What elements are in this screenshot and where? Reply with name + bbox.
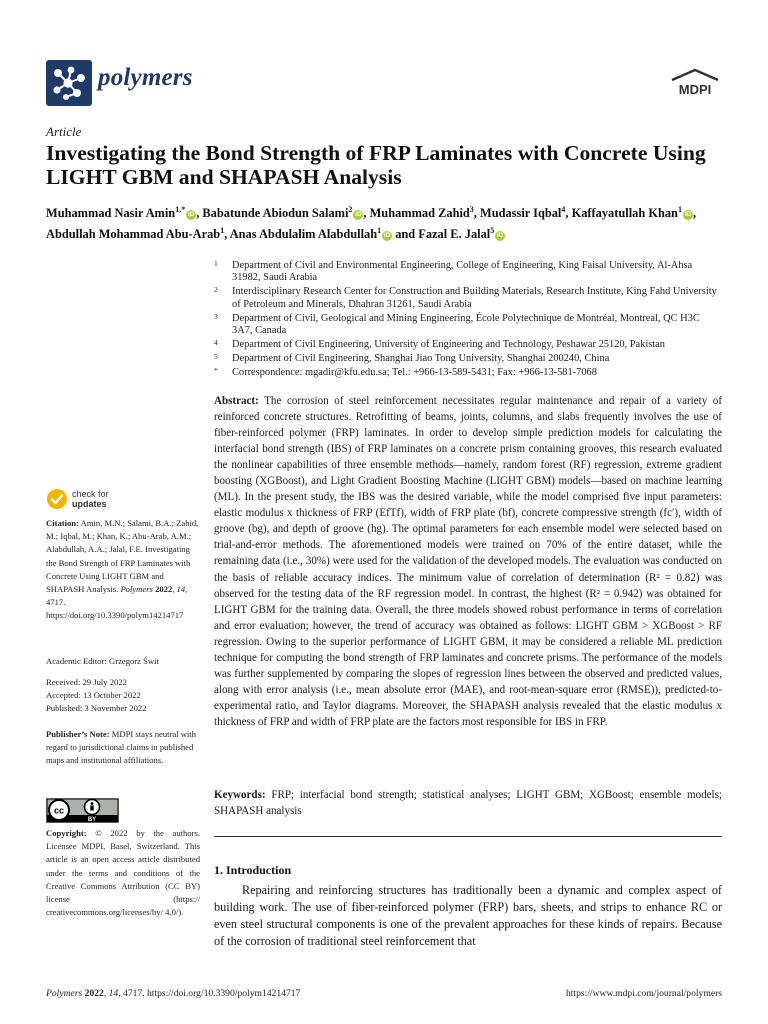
date-published: Published: 3 November 2022 bbox=[46, 703, 147, 714]
author-separator: , bbox=[224, 227, 230, 242]
affiliation-number: * bbox=[214, 366, 218, 376]
author-separator: , bbox=[473, 206, 480, 221]
author-separator: and bbox=[392, 227, 419, 242]
footer-volume: 14 bbox=[108, 988, 119, 999]
journal-header bbox=[46, 58, 722, 108]
mdpi-logo-text: MDPI bbox=[678, 82, 712, 97]
intro-heading: 1. Introduction bbox=[214, 863, 292, 877]
publisher-note-text: MDPI stays neutral with regard to jurisdictional claims in published maps and institutional affiliations. bbox=[46, 729, 196, 766]
section-divider bbox=[214, 836, 722, 837]
journal-name: polymers bbox=[98, 64, 193, 91]
cc-by-text: BY bbox=[87, 817, 97, 823]
affiliation-text: Department of Civil Engineering, University of Engineering and Technology, Peshawar 25120, Pakistan bbox=[232, 339, 665, 351]
author-name: Babatunde Abiodun Salami bbox=[202, 206, 349, 221]
author-name: Anas Abdulalim Alabdullah bbox=[229, 227, 378, 242]
polymers-logo-icon bbox=[46, 60, 92, 106]
keywords-text: FRP; interfacial bond strength; statistical analyses; LIGHT GBM; XGBoost; ensemble models; SHAPASH analysis bbox=[214, 789, 722, 817]
citation-journal: Polymers bbox=[120, 584, 153, 595]
footer-year: 2022 bbox=[84, 988, 104, 999]
publisher-note bbox=[46, 728, 200, 768]
footer-doi-link[interactable]: , 4717. https://doi.org/10.3390/polym14214717 bbox=[118, 988, 301, 999]
author-separator: , bbox=[692, 206, 697, 221]
author-affil-sup: 1 bbox=[677, 205, 682, 214]
orcid-icon[interactable]: iD bbox=[383, 232, 391, 240]
keywords bbox=[214, 787, 722, 819]
affiliation-text: Correspondence: mgadir@kfu.edu.sa; Tel.: +966-13-589-5431; Fax: +966-13-581-7068 bbox=[232, 367, 597, 379]
affiliation-item bbox=[214, 313, 722, 338]
affiliation-item bbox=[214, 286, 722, 311]
orcid-icon[interactable]: iD bbox=[496, 232, 504, 240]
affiliation-number: 1 bbox=[214, 259, 218, 268]
author-name: Abdullah Mohammad Abu-Arab bbox=[46, 227, 221, 242]
citation-text: Amin, M.N.; Salami, B.A.; Zahid, M.; Iqbal, M.; Khan, K.; Abu-Arab, A.M.; Alabdullah, A.A.; Jalal, F.E. Investigating the Bond Strength of FRP Laminates with Concrete Using LIGHT GBM and SHAPASH Analysis. bbox=[46, 518, 199, 595]
author-name: Muhammad Nasir Amin bbox=[46, 206, 176, 221]
check-for-updates-button[interactable] bbox=[46, 488, 156, 514]
affiliation-item bbox=[214, 353, 722, 365]
affiliation-number: 3 bbox=[214, 311, 218, 321]
copyright-label: Copyright: bbox=[46, 828, 87, 838]
affiliation-item bbox=[214, 260, 722, 285]
orcid-icon[interactable]: iD bbox=[684, 211, 692, 219]
check-updates-icon bbox=[46, 488, 68, 510]
orcid-icon[interactable]: iD bbox=[355, 211, 362, 219]
author-affil-sup: 4 bbox=[561, 205, 566, 214]
affiliation-number: 2 bbox=[214, 285, 218, 295]
author-name: Mudassir Iqbal bbox=[480, 206, 562, 221]
affiliation-item bbox=[214, 339, 722, 351]
publisher-note-label: Publisher’s Note: bbox=[46, 729, 110, 739]
cc-by-license-icon[interactable] bbox=[46, 798, 119, 823]
copyright-block bbox=[46, 827, 200, 919]
date-received: Received: 29 July 2022 bbox=[46, 677, 127, 687]
affiliation-text: Department of Civil and Environmental Engineering, College of Engineering, King Faisal University, Al-Ahsa 31982, Saudi Arabia bbox=[232, 260, 693, 284]
author-name: Fazal E. Jalal bbox=[418, 227, 491, 242]
intro-paragraph: Repairing and reinforcing structures has traditionally been a dynamic and complex aspect of building work. The use of fiber-reinforced polymer (FRP) bars, sheets, and strips to enhance RC or even steel structural components is one of the prevalent approaches for these kinds of repairs. Because of the corrosion of traditional steel reinforcement that bbox=[214, 883, 722, 948]
affiliation-number: 4 bbox=[214, 338, 218, 348]
author-affil-sup: 1,* bbox=[175, 205, 186, 214]
article-title: Investigating the Bond Strength of FRP Laminates with Concrete Using LIGHT GBM and SHAPASH Analysis bbox=[46, 141, 706, 189]
author-list bbox=[46, 201, 722, 243]
author-affil-sup: 3 bbox=[469, 205, 474, 214]
footer-journal-url[interactable]: https://www.mdpi.com/journal/polymers bbox=[565, 988, 722, 999]
affiliation-text: Department of Civil, Geological and Mining Engineering, École Polytechnique de Montréal, Montreal, QC H3C 3A7, Canada bbox=[232, 312, 700, 337]
citation-label: Citation: bbox=[46, 518, 79, 528]
citation-block: Citation: Amin, M.N.; Salami, B.A.; Zahid, M.; Iqbal, M.; Khan, K.; Abu-Arab, A.M.; Alabdullah, A.A.; Jalal, F.E. Investigating the Bond Strength of FRP Laminates with Concrete Using LIGHT GBM and SHAPASH Analysis. Polymers 2022, 14, 4717. https://doi.org/10.3390/polym14214717 bbox=[46, 518, 199, 621]
article-type: Article bbox=[46, 124, 82, 139]
author-affil-sup: 1 bbox=[377, 226, 382, 236]
author-affil-sup: 1 bbox=[220, 226, 225, 236]
author-name: Kaffayatullah Khan bbox=[571, 206, 678, 221]
author-separator: , bbox=[363, 206, 370, 221]
keywords-label: Keywords: bbox=[214, 789, 266, 801]
orcid-icon[interactable]: iD bbox=[187, 211, 195, 219]
abstract-label: Abstract: bbox=[214, 395, 259, 407]
citation-doi[interactable]: , 4717. https://doi.org/10.3390/polym14214717 bbox=[46, 584, 188, 621]
abstract-text: The corrosion of steel reinforcement necessitates regular maintenance and repair of a variety of reinforced concrete structures. Retrofitting of beams, joints, columns, and slabs frequently involves the use of fiber-reinforced polymer (FRP) laminates. In order to develop simple prediction models for calculating the interfacial bond strength (IBS) of FRP laminates on a concrete prism containing grooves, this research evaluated the nonlinear capabilities of three ensemble methods—namely, random forest (RF) regression, extreme gradient boosting (XGBoost), and Light Gradient Boosting Machine (LIGHT GBM) models—based on machine learning (ML). In the present study, the IBS was the desired variable, while the model comprised five input parameters: elastic modulus x thickness of FRP (EfTf), width of FRP plate (bf), concrete compressive strength (fc′), width of groove (bg), and depth of groove (hg). The optimal parameters for each ensemble model were selected based on trial-and-error methods. The aforementioned models were trained on 70% of the entire dataset, while the remaining data (i.e., 30%) were used for the validation of the developed models. The evaluation was conducted on the basis of reliable accuracy indices. The minimum value of correlation of determination (R² = 0.82) was observed for the testing data of the RF regression model. In contrast, the highest (R² = 0.942) was obtained for LIGHT GBM for the training data. Overall, the three models showed robust performance in terms of correlation and error evaluation; however, the trend of accuracy was obtained as follows: LIGHT GBM > XGBoost > RF regression. Owing to the superior performance of LIGHT GBM, it may be considered a reliable ML prediction technique for computing the bond strength of FRP laminates and concrete prisms. The performance of the models was further supplemented by comparing the slopes of regression lines between the observed and predicted values, along with error analysis (i.e., mean absolute error (MAE), and root-mean-square error (RMSE)), predicted-to-experimental ratio, and Taylor diagrams. Moreover, the SHAPASH analysis revealed that the elastic modulus x thickness of FRP and width of FRP plate are the factors most responsible for IBS in FRP. bbox=[214, 395, 722, 728]
mdpi-logo-icon bbox=[668, 68, 722, 98]
author-name: Muhammad Zahid bbox=[369, 206, 470, 221]
citation-year: 2022 bbox=[155, 584, 173, 595]
abstract bbox=[214, 393, 722, 730]
academic-editor: Academic Editor: Grzegorz Świt bbox=[46, 656, 159, 666]
cc-text: cc bbox=[53, 805, 65, 816]
author-separator: , bbox=[565, 206, 572, 221]
affiliation-text: Department of Civil Engineering, Shanghai Jiao Tong University, Shanghai 200240, China bbox=[232, 353, 610, 365]
copyright-text: © 2022 by the authors. Licensee MDPI, Basel, Switzerland. This article is an open access article distributed under the terms and conditions of the Creative Commons Attribution (CC BY) license (https:// creativecommons.org/licenses/by/ 4.0/). bbox=[46, 828, 200, 918]
author-separator: , bbox=[196, 206, 203, 221]
check-updates-line1: check for bbox=[72, 489, 109, 499]
article-dates bbox=[46, 676, 200, 716]
footer-journal: Polymers bbox=[46, 988, 83, 999]
date-accepted: Accepted: 13 October 2022 bbox=[46, 690, 141, 701]
author-affil-sup: 5 bbox=[490, 226, 495, 236]
citation-volume: 14 bbox=[176, 584, 186, 595]
check-updates-line2: updates bbox=[72, 499, 107, 509]
affiliation-number: 5 bbox=[214, 352, 218, 362]
author-affil-sup: 2 bbox=[348, 205, 353, 214]
affiliation-text: Interdisciplinary Research Center for Construction and Building Materials, Research Institute, King Fahd University of Petroleum and Minerals, Dhahran 31261, Saudi Arabia bbox=[232, 286, 717, 310]
affiliation-item bbox=[214, 367, 722, 379]
affiliation-list bbox=[214, 260, 722, 381]
footer-citation: Polymers 2022, 14, 4717. https://doi.org/10.3390/polym14214717 bbox=[46, 988, 301, 999]
